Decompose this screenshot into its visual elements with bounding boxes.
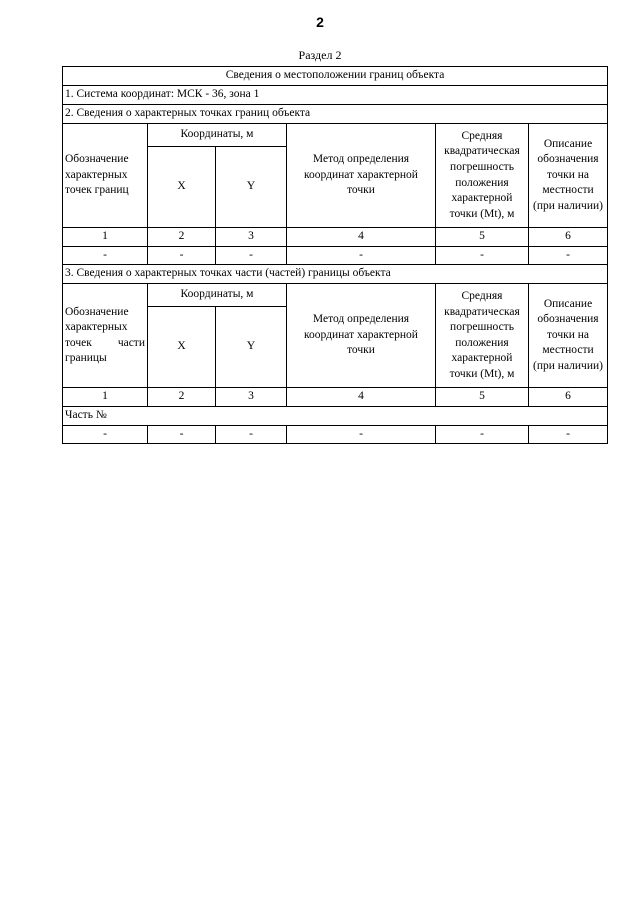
section3-number-row xyxy=(63,388,608,407)
section3-col-designation-line: Обозначение xyxy=(65,305,129,318)
section2-col-method: Метод определения координат характерной точки xyxy=(287,124,436,228)
section3-col-method: Метод определения координат характерной точки xyxy=(287,284,436,388)
table-title-row xyxy=(63,67,608,86)
section3-col-coordinates: Координаты, м xyxy=(148,284,287,307)
section3-col-designation xyxy=(63,284,148,388)
section2-col-y: Y xyxy=(216,147,287,228)
section3-col-designation-line: границы xyxy=(65,352,107,365)
table-cell: 4 xyxy=(287,228,436,247)
table-cell: 1 xyxy=(63,228,148,247)
table-cell: - xyxy=(216,246,287,265)
section3-header-row xyxy=(63,284,608,307)
table-cell: 2 xyxy=(148,228,216,247)
table-cell: 4 xyxy=(287,388,436,407)
section2-col-coordinates: Координаты, м xyxy=(148,124,287,147)
page-number: 2 xyxy=(316,14,324,30)
part-label-row xyxy=(63,406,608,425)
table-row xyxy=(63,246,608,265)
section2-col-description: Описание обозначения точки на местности (при наличии) xyxy=(529,124,608,228)
table-cell: 1 xyxy=(63,388,148,407)
section2-heading: 2. Сведения о характерных точках границ объекта xyxy=(63,105,608,124)
table-cell: 3 xyxy=(216,388,287,407)
table-cell: 3 xyxy=(216,228,287,247)
section3-col-x: X xyxy=(148,307,216,388)
table-title: Сведения о местоположении границ объекта xyxy=(63,67,608,86)
section-title: Раздел 2 xyxy=(298,48,342,62)
table-cell: - xyxy=(436,425,529,444)
table-cell: - xyxy=(287,246,436,265)
boundaries-table xyxy=(62,66,608,444)
section2-col-error: Средняя квадратическая погрешность положения характерной точки (Mt), м xyxy=(436,124,529,228)
table-cell: - xyxy=(63,246,148,265)
section3-heading-row xyxy=(63,265,608,284)
table-cell: 5 xyxy=(436,388,529,407)
section3-col-designation-line: характерных xyxy=(65,321,128,334)
table-cell: - xyxy=(287,425,436,444)
table-cell: - xyxy=(216,425,287,444)
section3-col-error: Средняя квадратическая погрешность положения характерной точки (Mt), м xyxy=(436,284,529,388)
table-cell: - xyxy=(63,425,148,444)
section3-col-description: Описание обозначения точки на местности (при наличии) xyxy=(529,284,608,388)
section3-col-y: Y xyxy=(216,307,287,388)
section2-col-designation: Обозначение характерных точек границ xyxy=(63,124,148,228)
section2-header-row xyxy=(63,124,608,147)
section3-heading: 3. Сведения о характерных точках части (частей) границы объекта xyxy=(63,265,608,284)
table-row xyxy=(63,425,608,444)
table-cell: 2 xyxy=(148,388,216,407)
table-cell: 5 xyxy=(436,228,529,247)
table-cell: - xyxy=(148,425,216,444)
coord-system-row xyxy=(63,86,608,105)
table-cell: - xyxy=(148,246,216,265)
coord-system: 1. Система координат: МСК - 36, зона 1 xyxy=(63,86,608,105)
section2-heading-row xyxy=(63,105,608,124)
table-cell: 6 xyxy=(529,388,608,407)
table-cell: - xyxy=(436,246,529,265)
table-cell: - xyxy=(529,246,608,265)
section3-col-designation-line: точек части xyxy=(65,336,145,349)
table-cell: - xyxy=(529,425,608,444)
section2-number-row xyxy=(63,228,608,247)
section2-col-x: X xyxy=(148,147,216,228)
table-cell: 6 xyxy=(529,228,608,247)
part-label: Часть № xyxy=(63,406,608,425)
